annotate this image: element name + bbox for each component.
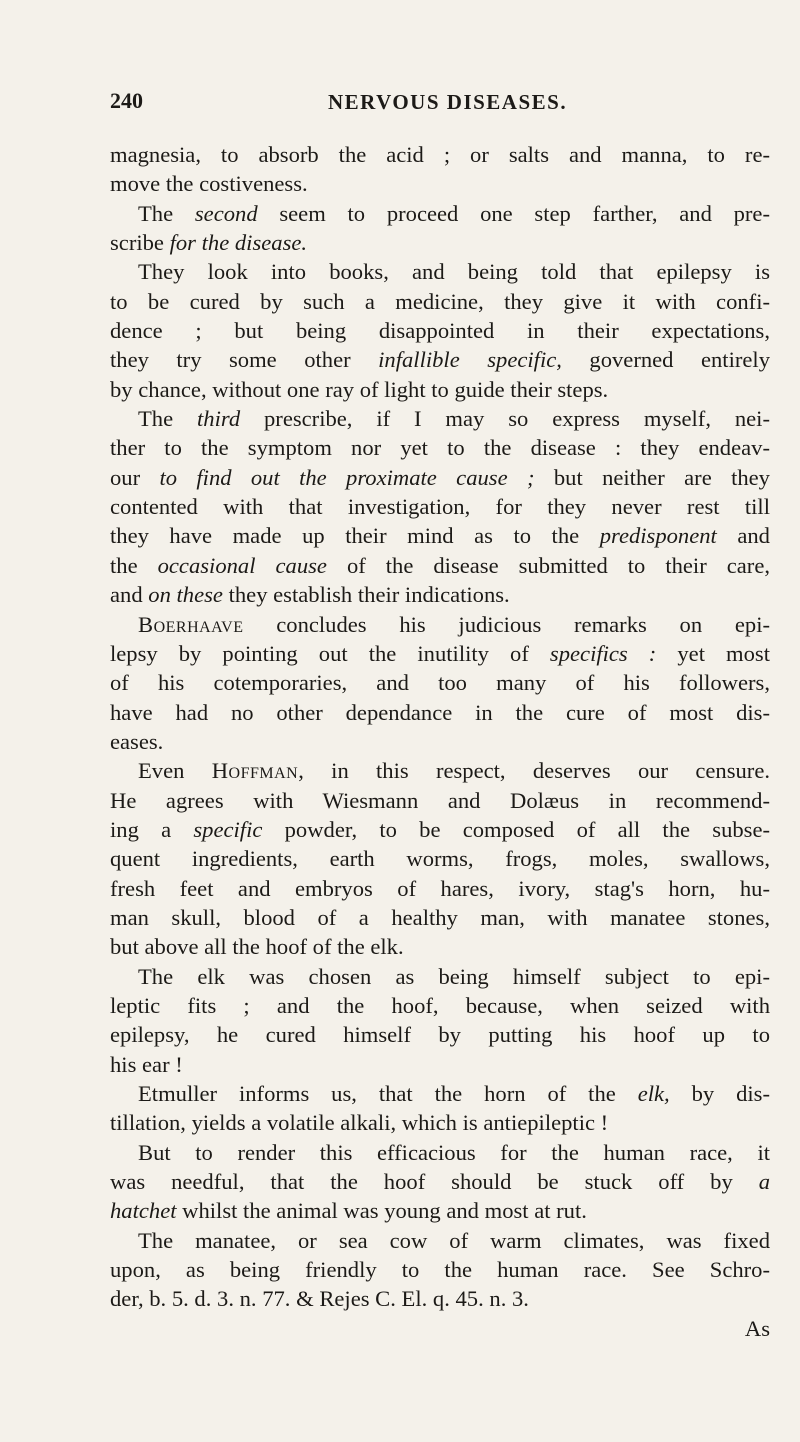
text-line: the occasional cause of the disease submitted to their care, (110, 552, 770, 578)
text-line: The third prescribe, if I may so express myself, nei- (138, 406, 770, 432)
text-line: scribe for the disease. (110, 230, 308, 256)
text-line: magnesia, to absorb the acid ; or salts and manna, to re- (110, 142, 770, 167)
text-line: move the costiveness. (110, 171, 308, 197)
text-line: tillation, yields a volatile alkali, which is antiepileptic ! (110, 1110, 609, 1136)
page-number: 240 (110, 88, 143, 113)
text-line: have had no other dependance in the cure of most dis- (110, 699, 770, 725)
text-line: Boerhaave concludes his judicious remarks on epi- (138, 611, 770, 637)
running-head: NERVOUS DISEASES. (328, 90, 568, 114)
text-line: dence ; but being disappointed in their expectations, (110, 318, 770, 344)
text-line: they try some other infallible specific, governed entirely (110, 347, 770, 373)
text-line: our to find out the proximate cause ; but neither are they (110, 464, 770, 490)
text-line: man skull, blood of a healthy man, with manatee stones, (110, 904, 770, 930)
text-line: of his cotemporaries, and too many of his followers, (110, 670, 770, 696)
text-line: Even Hoffman, in this respect, deserves our censure. (138, 758, 770, 784)
text-line: to be cured by such a medicine, they give it with confi- (110, 288, 770, 314)
text-line: contented with that investigation, for they never rest till (110, 494, 770, 520)
text-line: Etmuller informs us, that the horn of the elk, by dis- (138, 1081, 770, 1106)
text-line: epilepsy, he cured himself by putting his hoof up to (110, 1022, 770, 1048)
text-line: The second seem to proceed one step farther, and pre- (138, 200, 770, 226)
page-header (110, 88, 770, 118)
text-line: eases. (110, 728, 164, 754)
text-line: He agrees with Wiesmann and Dolæus in recommend- (110, 787, 770, 813)
text-line: upon, as being friendly to the human race. See Schro- (110, 1257, 770, 1283)
text-line: hatchet whilst the animal was young and most at rut. (110, 1198, 587, 1224)
text-line: but above all the hoof of the elk. (110, 934, 404, 960)
text-line: and on these they establish their indications. (110, 582, 510, 608)
text-line: ing a specific powder, to be composed of all the subse- (110, 816, 771, 842)
text-line: The manatee, or sea cow of warm climates, was fixed (138, 1227, 770, 1253)
text-line: fresh feet and embryos of hares, ivory, stag's horn, hu- (110, 875, 770, 901)
text-line: quent ingredients, earth worms, frogs, moles, swallows, (110, 846, 770, 872)
text-line: They look into books, and being told that epilepsy is (138, 259, 770, 285)
text-line: by chance, without one ray of light to guide their steps. (110, 376, 609, 402)
catchword: As (744, 1315, 770, 1341)
body-text (110, 140, 770, 1343)
text-line: But to render this efficacious for the human race, it (138, 1139, 770, 1165)
text-line: ther to the symptom nor yet to the disease : they endeav- (110, 435, 770, 461)
text-line: they have made up their mind as to the predisponent and (110, 523, 770, 549)
text-line: der, b. 5. d. 3. n. 77. & Rejes C. El. q. 45. n. 3. (110, 1286, 529, 1312)
text-line: leptic fits ; and the hoof, because, when seized with (110, 992, 770, 1018)
text-line: was needful, that the hoof should be stuck off by a (110, 1169, 770, 1195)
text-line: lepsy by pointing out the inutility of specifics : yet most (110, 640, 770, 666)
text-line: The elk was chosen as being himself subject to epi- (138, 963, 770, 989)
text-line: his ear ! (110, 1051, 183, 1077)
